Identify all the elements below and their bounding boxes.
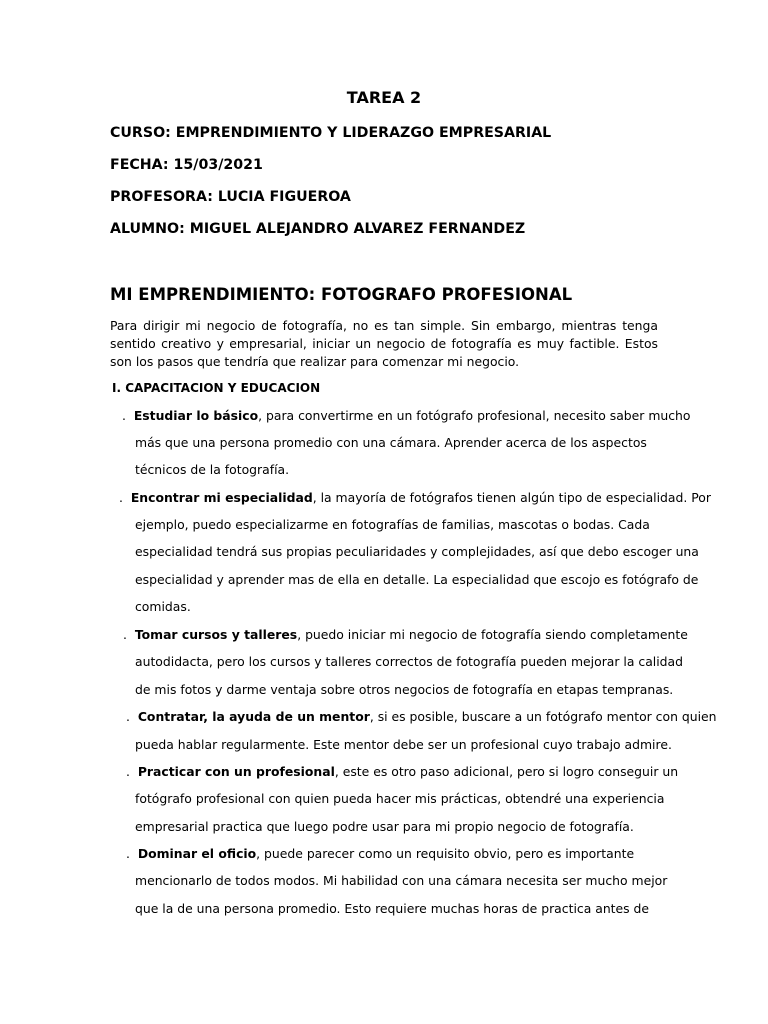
item-continuation: empresarial practica que luego podre usar para mi propio negocio de fotografía. xyxy=(135,819,634,834)
subsection-title: I. CAPACITACION Y EDUCACION xyxy=(112,381,321,395)
teacher-line: PROFESORA: LUCIA FIGUEROA xyxy=(110,189,351,205)
document-title: TAREA 2 xyxy=(346,88,422,107)
item-term: Estudiar lo básico xyxy=(133,408,259,423)
item-continuation: más que una persona promedio con una cámara. Aprender acerca de los aspectos xyxy=(135,435,647,450)
list-item xyxy=(123,627,688,643)
bullet-mark: . xyxy=(126,846,130,861)
item-text: , puedo iniciar mi negocio de fotografía siendo completamente xyxy=(297,627,688,642)
item-text: , para convertirme en un fotógrafo profesional, necesito saber mucho xyxy=(258,408,691,423)
intro-paragraph: Para dirigir mi negocio de fotografía, no es tan simple. Sin embargo, mientras tenga sentido creativo y empresarial, iniciar un negocio de fotografía es muy factible. Estos son los pasos que tendría que realizar para comenzar mi negocio. xyxy=(110,318,658,369)
section-heading: MI EMPRENDIMIENTO: FOTOGRAFO PROFESIONAL xyxy=(110,285,573,304)
item-continuation: de mis fotos y darme ventaja sobre otros negocios de fotografía en etapas tempranas. xyxy=(135,682,674,697)
item-term: Practicar con un profesional xyxy=(137,764,335,779)
item-continuation: especialidad tendrá sus propias peculiaridades y complejidades, así que debo escoger una xyxy=(135,544,699,559)
list-item xyxy=(126,764,678,780)
item-continuation: comidas. xyxy=(135,599,191,614)
list-item xyxy=(119,490,711,506)
bullet-mark: . xyxy=(126,709,130,724)
student-line: ALUMNO: MIGUEL ALEJANDRO ALVAREZ FERNANDEZ xyxy=(110,221,526,237)
bullet-mark: . xyxy=(122,408,126,423)
list-item xyxy=(126,709,717,725)
item-continuation: pueda hablar regularmente. Este mentor debe ser un profesional cuyo trabajo admire. xyxy=(135,737,672,752)
bullet-mark: . xyxy=(126,764,130,779)
bullet-mark: . xyxy=(123,627,127,642)
item-text: , puede parecer como un requisito obvio, pero es importante xyxy=(256,846,635,861)
item-term: Contratar, la ayuda de un mentor xyxy=(137,709,370,724)
item-continuation: especialidad y aprender mas de ella en detalle. La especialidad que escojo es fotógrafo de xyxy=(135,572,699,587)
item-text: , la mayoría de fotógrafos tienen algún tipo de especialidad. Por xyxy=(312,490,711,505)
item-text: , si es posible, buscare a un fotógrafo mentor con quien xyxy=(369,709,717,724)
item-text: , este es otro paso adicional, pero si logro conseguir un xyxy=(334,764,679,779)
item-continuation: técnicos de la fotografía. xyxy=(135,462,290,477)
list-item xyxy=(126,846,634,862)
item-continuation: mencionarlo de todos modos. Mi habilidad con una cámara necesita ser mucho mejor xyxy=(135,873,668,888)
item-continuation: que la de una persona promedio. Esto requiere muchas horas de practica antes de xyxy=(135,901,650,916)
bullet-mark: . xyxy=(119,490,123,505)
list-item xyxy=(122,408,691,424)
item-term: Dominar el oficio xyxy=(137,846,257,861)
item-term: Tomar cursos y talleres xyxy=(134,627,298,642)
course-line: CURSO: EMPRENDIMIENTO Y LIDERAZGO EMPRESARIAL xyxy=(110,125,552,141)
item-continuation: ejemplo, puedo especializarme en fotografías de familias, mascotas o bodas. Cada xyxy=(135,517,650,532)
date-line: FECHA: 15/03/2021 xyxy=(110,157,263,173)
item-term: Encontrar mi especialidad xyxy=(130,490,313,505)
item-continuation: autodidacta, pero los cursos y talleres correctos de fotografía pueden mejorar la calidad xyxy=(135,654,684,669)
item-continuation: fotógrafo profesional con quien pueda hacer mis prácticas, obtendré una experiencia xyxy=(135,791,665,806)
